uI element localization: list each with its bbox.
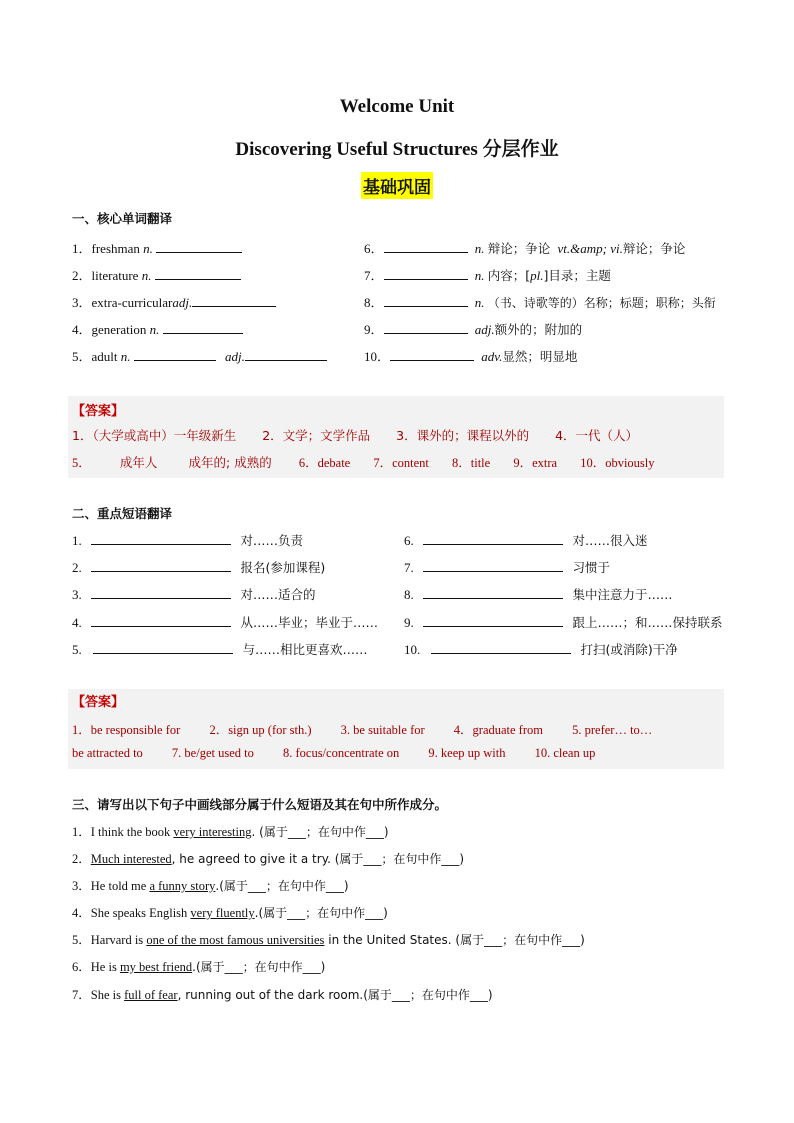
answer-blank[interactable] (91, 532, 231, 545)
answer-blank[interactable] (384, 240, 468, 253)
answer-blank[interactable] (93, 641, 233, 654)
vocab-item: 4．generation n. (72, 319, 243, 338)
answer-blank[interactable] (423, 586, 563, 599)
vocab-item: 9． adj.额外的；附加的 (364, 322, 583, 337)
phrase-item: 4. 从……毕业；毕业于…… (72, 615, 379, 630)
page-subtitle: Discovering Useful Structures 分层作业 (235, 139, 559, 160)
answer-blank[interactable] (423, 614, 563, 627)
sentence-item: 5．Harvard is one of the most famous universities in the United States. (属于___；在句中作___) (72, 933, 585, 947)
vocab-item: 6． n. 辩论；争论 vt.&amp; vi.辩论；争论 (364, 241, 686, 256)
sentence-item: 1．I think the book very interesting. (属于___；在句中作___) (72, 825, 389, 839)
answer-blank[interactable] (384, 321, 468, 334)
phrase-item: 9. 跟上……；和……保持联系 (404, 615, 723, 630)
vocab-item: 8． n. （书、诗歌等的）名称；标题；职称；头衔 (364, 295, 716, 310)
answer-blank[interactable] (384, 267, 468, 280)
section3-heading: 三、请写出以下句子中画线部分属于什么短语及其在句中所作成分。 (72, 797, 448, 812)
answer-blank[interactable] (163, 321, 243, 334)
sentence-item: 2．Much interested, he agreed to give it a try. (属于___；在句中作___) (72, 852, 465, 866)
phrase-item: 5. 与……相比更喜欢…… (72, 642, 368, 657)
answer-box-2 (68, 689, 724, 769)
phrase-item: 3. 对……适合的 (72, 587, 316, 602)
phrase-item: 7. 习惯于 (404, 560, 611, 575)
vocab-item: 1．freshman n. (72, 238, 242, 257)
answer-label: 【答案】 (72, 695, 125, 710)
sentence-item: 4．She speaks English very fluently.(属于___；在句中作___) (72, 906, 388, 920)
level-badge: 基础巩固 (361, 172, 433, 199)
answer-blank[interactable] (384, 294, 468, 307)
phrase-item: 8. 集中注意力于…… (404, 587, 673, 602)
phrase-item: 1. 对……负责 (72, 533, 304, 548)
badge-wrap (0, 172, 794, 199)
sentence-item: 7．She is full of fear, running out of the dark room.(属于___；在句中作___) (72, 988, 493, 1002)
sentence-item: 6．He is my best friend.(属于___；在句中作___) (72, 960, 326, 974)
answer-blank[interactable] (423, 532, 563, 545)
vocab-item: 3．extra-curricularadj. (72, 292, 276, 311)
vocab-item: 2．literature n. (72, 265, 241, 284)
answer-blank[interactable] (156, 240, 242, 253)
answer-row: 1．（大学或高中）一年级新生 2．文学；文学作品 3．课外的；课程以外的 4．一代（人） (72, 428, 639, 443)
answer-blank[interactable] (155, 267, 241, 280)
phrase-item: 10. 打扫(或消除)干净 (404, 642, 678, 657)
page-title: Welcome Unit (339, 96, 455, 117)
answer-blank[interactable] (245, 348, 327, 361)
answer-blank[interactable] (91, 559, 231, 572)
vocab-item: 7． n. 内容；[pl.]目录；主题 (364, 268, 611, 283)
answer-row: 1．be responsible for 2．sign up (for sth.) 3. be suitable for 4．graduate from 5. prefer… to… (72, 723, 653, 737)
answer-blank[interactable] (91, 586, 231, 599)
answer-blank[interactable] (134, 348, 216, 361)
answer-blank[interactable] (423, 559, 563, 572)
answer-label: 【答案】 (72, 404, 125, 419)
vocab-item: 5．adult n. adj. (72, 346, 327, 365)
answer-row: be attracted to 7. be/get used to 8. focus/concentrate on 9. keep up with 10. clean up (72, 746, 596, 760)
sentence-item: 3．He told me a funny story.(属于___；在句中作___) (72, 879, 349, 893)
answer-blank[interactable] (390, 348, 474, 361)
answer-blank[interactable] (431, 641, 571, 654)
section1-heading: 一、核心单词翻译 (72, 211, 173, 226)
answer-row: 5． 成年人 成年的; 成熟的 6．debate 7．content 8．title 9．extra 10．obviously (72, 455, 655, 470)
phrase-item: 2. 报名(参加课程) (72, 560, 326, 575)
vocab-item: 10． adv.显然；明显地 (364, 349, 578, 364)
answer-blank[interactable] (91, 614, 231, 627)
section2-heading: 二、重点短语翻译 (72, 506, 173, 521)
answer-blank[interactable] (192, 294, 276, 307)
answer-box-1 (68, 396, 724, 478)
phrase-item: 6. 对……很入迷 (404, 533, 648, 548)
